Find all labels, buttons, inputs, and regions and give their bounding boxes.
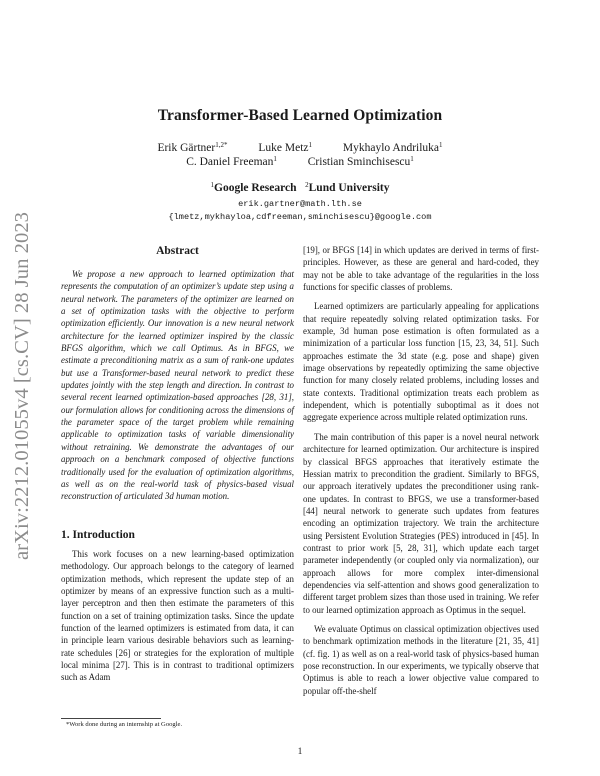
email-google: {lmetz,mykhayloa,cdfreeman,sminchisescu}@google.com: [168, 212, 432, 222]
author: Cristian Sminchisescu$^1$: [307, 155, 414, 168]
right-column: [303, 244, 539, 704]
right-para-2: Learned optimizers are particularly appealing for applications that require repeatedly solving related optimization tasks. For example, 3d human pose estimation is often formulated as a minimization of a particular loss function [15, 23, 34, 51]. Such approaches estimate the 3d state (e.g. pose and shape) given image observations by repeatedly optimizing the same objective function for many closely related problems, including losses and state contexts. Traditional optimization treats each problem as independent, which is potentially suboptimal as it does not aggregate experience across multiple related optimization runs.: [303, 301, 539, 423]
author: Luke Metz$^1$: [258, 141, 313, 154]
footnote: *Work done during an internship at Google.: [66, 721, 183, 728]
author: Mykhaylo Andriluka$^1$: [342, 141, 443, 154]
author: C. Daniel Freeman$^1$: [186, 155, 277, 168]
page-number: 1: [297, 747, 303, 757]
authors-row-1: [0, 141, 600, 154]
abstract-body: [61, 268, 294, 503]
footnote-rule: [61, 718, 161, 719]
abstract-text: We propose a new approach to learned optimization that represents the computation of an optimizer’s update step using a neural network. The parameters of the optimizer are learned on a set of optimization tasks with the objective to perform optimization efficiently. Our innovation is a new neural network architecture for the learned optimizer inspired by the classic BFGS algorithm, which we call Optimus. As in BFGS, we estimate a preconditioning matrix as a sum of rank-one updates but use a Transformer-based neural network to predict these updates jointly with the step length and direction. In contrast to several recent learned optimization-based approaches [28, 31], our formulation allows for conditioning across the dimensions of the parameter space of the target problem while remaining applicable to optimization tasks of variable dimensionality without retraining. We demonstrate the advantages of our approach on a benchmark composed of objective functions traditionally used for the evaluation of optimization algorithms, as well as on the real-world task of physics-based visual reconstruction of articulated 3d human motion.: [61, 269, 294, 502]
abstract-heading: Abstract: [156, 245, 199, 257]
paper-title: Transformer-Based Learned Optimization: [157, 107, 443, 124]
authors-row-2: [0, 155, 600, 168]
right-para-3: The main contribution of this paper is a novel neural network architecture for learned optimization. Our architecture is inspired by classical BFGS approaches that iteratively estimate the Hessian matrix to precondition the gradient. Similarly to BFGS, our approach iteratively updates the preconditioner using rank-one updates. In contrast to BFGS, we use a transformer-based [44] neural network to generate such updates from features encoding an optimization trajectory. We train the architecture using Persistent Evolution Strategies (PES) introduced in [45]. In contrast to prior work [5, 28, 31], which update each target parameter independently (or coupled only via normalization), our approach allows for more complex inter-dimensional dependencies via self-attention and shows good generalization to different target problem sizes than those used in training. We refer to our learned optimization approach as Optimus in the sequel.: [303, 431, 539, 615]
right-para-4: We evaluate Optimus on classical optimization objectives used to benchmark optimization methods in the literature [21, 35, 41] (cf. fig. 1) as well as on a real-world task of physics-based human pose reconstruction. In our experiments, we typically observe that Optimus is able to reach a lower objective value compared to popular off-the-shelf: [303, 623, 539, 696]
right-para-1: [19], or BFGS [14] in which updates are derived in terms of first-principles. However, as these are general and hard-coded, they may not be able to take advantage of the regularities in the loss functions for specific classes of problems.: [303, 245, 539, 293]
affiliation: Google Research: [214, 182, 297, 194]
affiliations: $^1$Google Research $^2$Lund University: [210, 181, 390, 194]
affiliation: Lund University: [308, 182, 390, 194]
intro-text: This work focuses on a new learning-based optimization methodology. Our approach belongs to the category of learned optimization methods, which represent the update step of an optimizer by means of an expressive function such as a multi-layer perceptron and then then estimate the parameters of this function on a set of training optimization tasks. Since the update function of the learned optimizers is estimated from data, it can in principle learn various desirable behaviors such as learning-rate schedules [26] or strategies for the exploration of multiple local minima [27]. This is in contrast to traditional optimizers such as Adam: [61, 549, 294, 683]
intro-heading: 1. Introduction: [61, 529, 135, 541]
intro-body: [61, 548, 294, 684]
arxiv-stamp: [2, 210, 38, 562]
author: Erik Gärtner$^{1,2*}$: [157, 141, 228, 154]
arxiv-stamp-text: arXiv:2212.01055v4 [cs.CV] 28 Jun 2023: [12, 231, 33, 560]
email-primary: erik.gartner@math.lth.se: [238, 199, 362, 209]
